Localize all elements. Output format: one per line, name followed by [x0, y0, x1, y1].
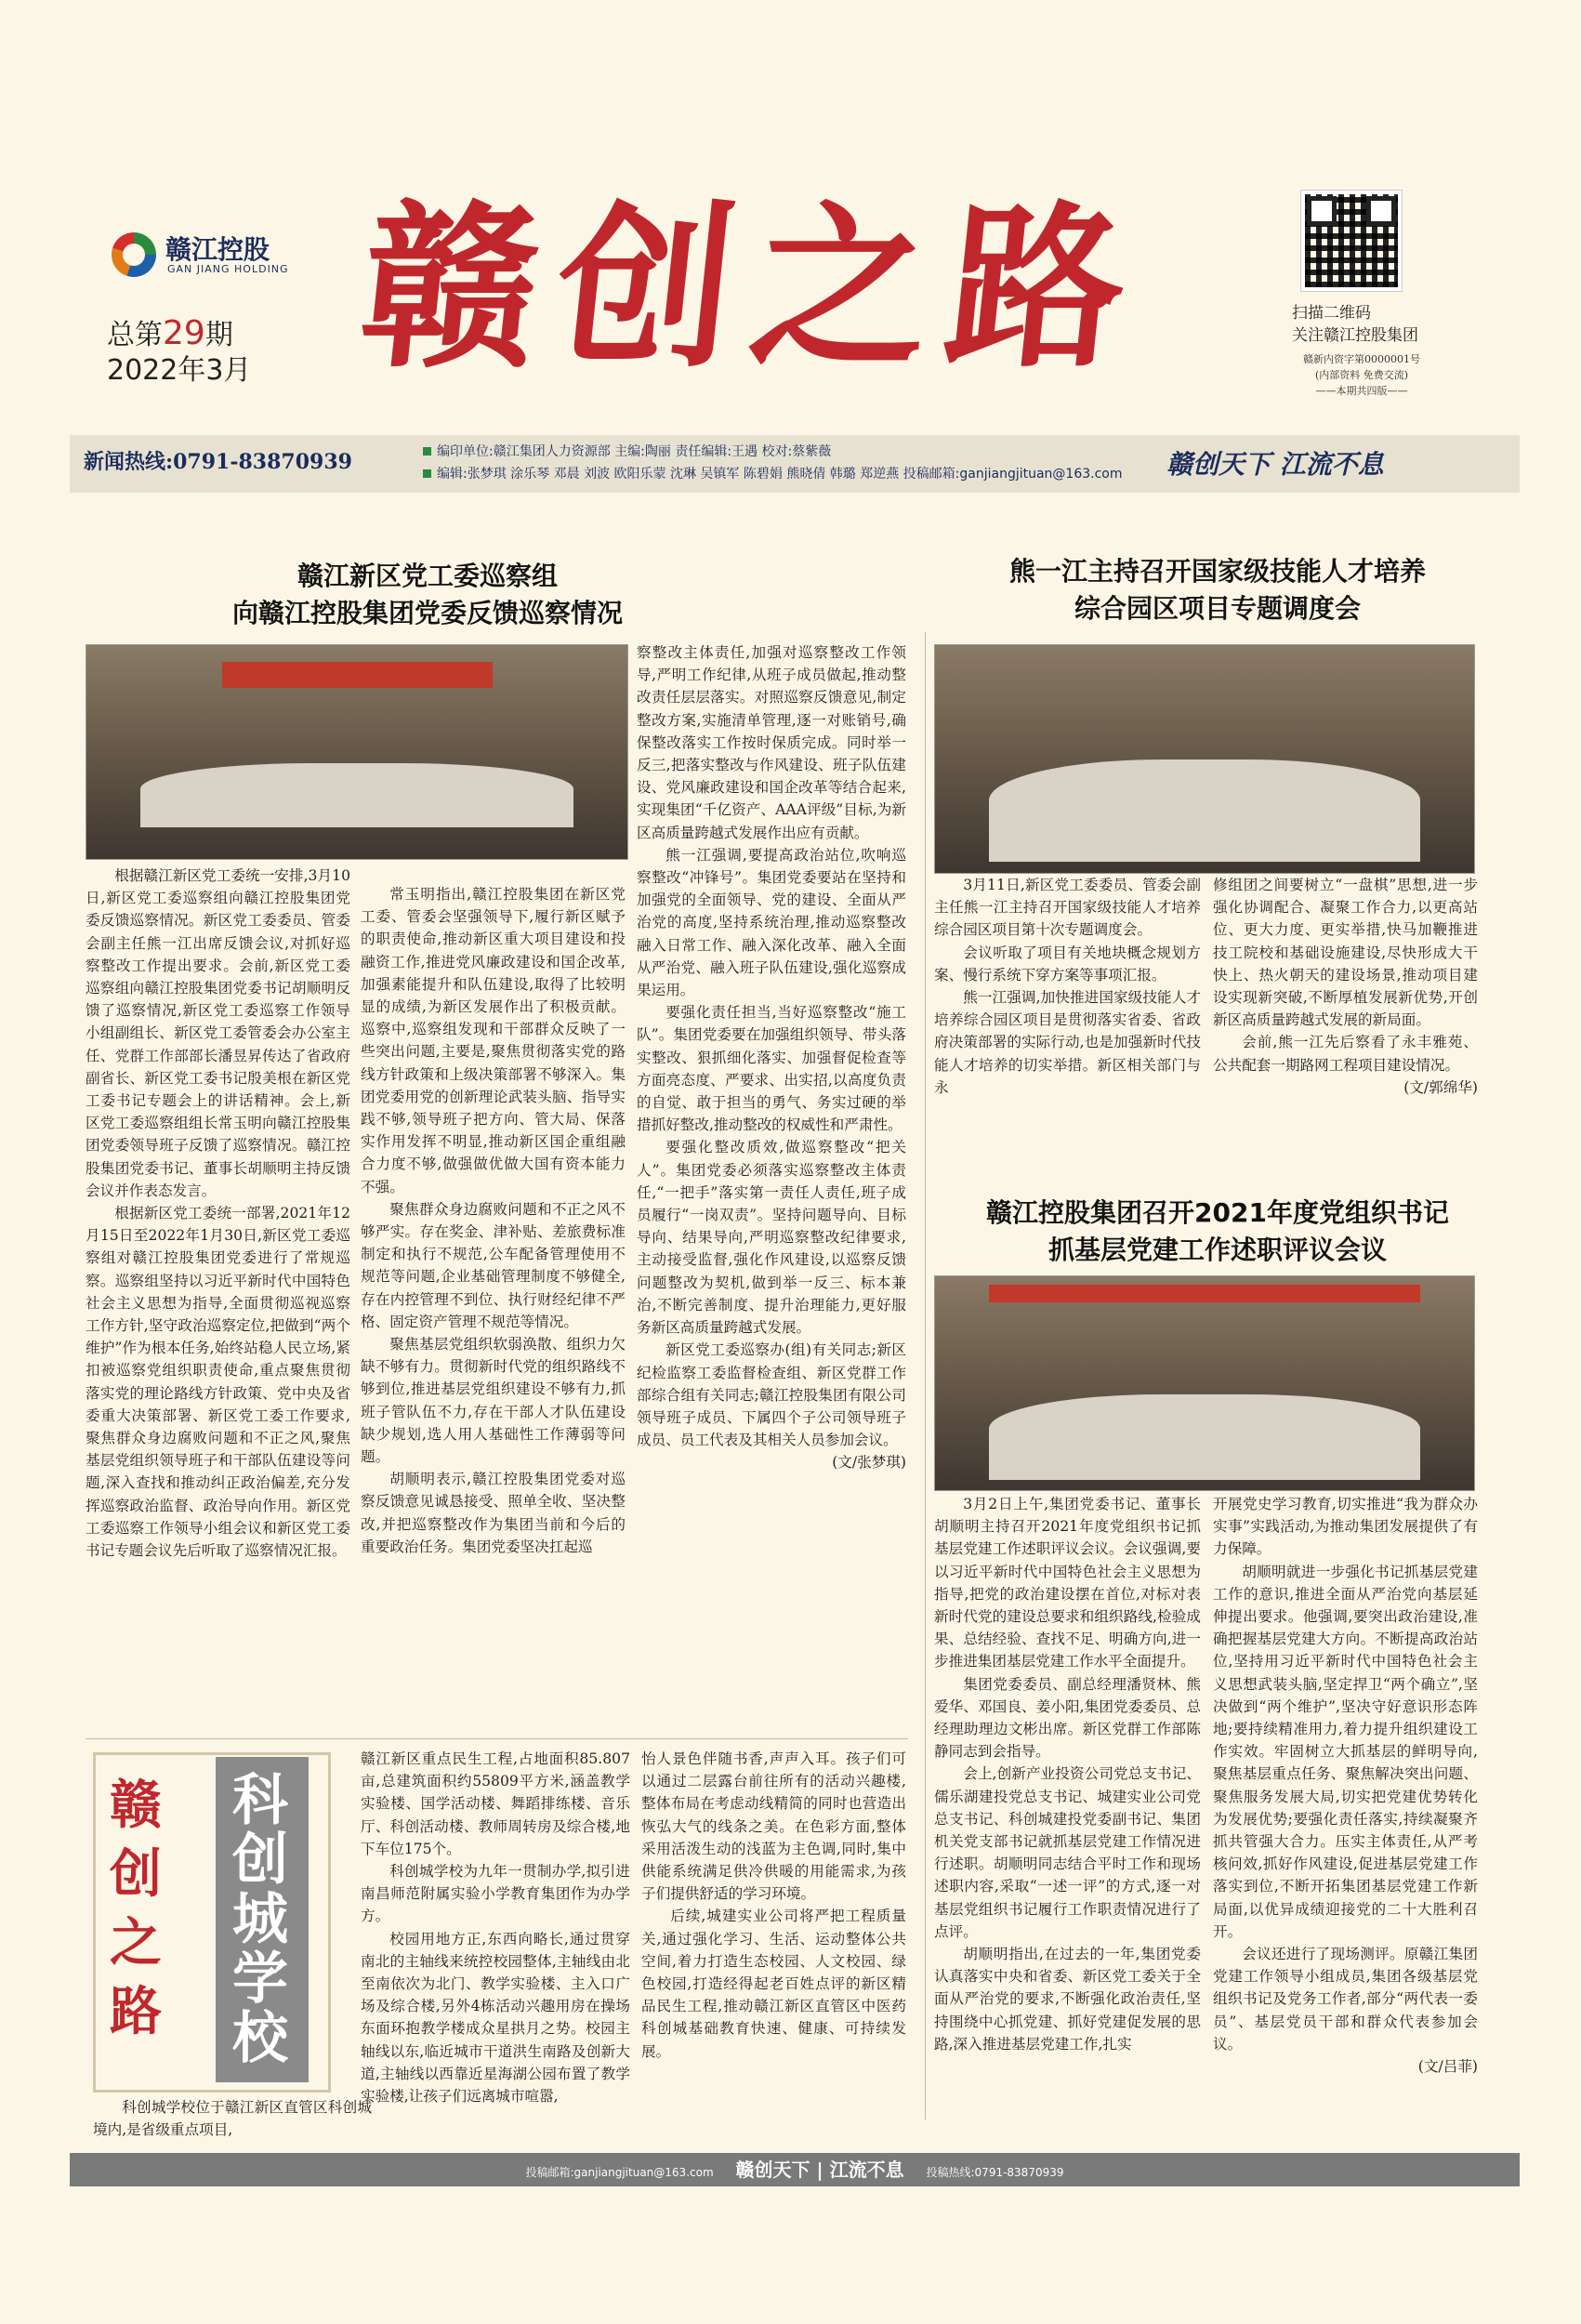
masthead-title: 赣创之路	[351, 184, 1154, 391]
article2-paragraph: 修组团之间要树立“一盘棋”思想,进一步强化协调配合、凝聚工作合力,以更高站位、更大力度、更实举措,快马加鞭推进技工院校和基础设施建设,尽快形成大干快上、热火朝天的建设场景,推动项目建设实现新突破,不断厚植发展新优势,开创新区高质量跨越式发展的新局面。	[1213, 877, 1478, 1029]
article3-title-line2: 抓基层党建工作述职评议会议	[1047, 1235, 1387, 1265]
article3-column-1	[934, 1493, 1201, 2144]
feature-paragraph: 校园用地方正,东西向略长,通过贯穿南北的主轴线来统控校园整体,主轴线由北至南依次为北门、教学实验楼、主入口广场及综合楼,另外4栋活动兴趣用房在操场东面环抱教学楼成众星拱月之势。校园主轴线以东,临近城市干道洪生南路及创新大道,主轴线以西靠近星海湖公园布置了教学实验楼,让孩子们远离城市喧嚣,	[361, 1930, 630, 2106]
article1-paragraph: 聚焦群众身边腐败问题和不正之风不够严实。存在奖金、津补贴、差旅费标准制定和执行不规范,公车配备管理使用不规范等问题,企业基础管理制度不够健全,存在内控管理不到位、执行财经纪律不严格、固定资产管理不规范等情况。	[361, 1200, 626, 1330]
article1-paragraph: 常玉明指出,赣江控股集团在新区党工委、管委会坚强领导下,履行新区赋予的职责使命,推动新区重大项目建设和投融资工作,推进党风廉政建设和国企改革,加强素能提升和队伍建设,取得了比较明显的成绩,为新区发展作出了积极贡献。巡察中,巡察组发现和干部群众反映了一些突出问题,主要是,聚焦贯彻落实党的路线方针政策和上级决策部署不够深入。集团党委用党的创新理论武装头脑、指导实践不够,领导班子把方向、管大局、保落实作用发挥不明显,推动新区国企重组融合力度不够,做强做优做大国有资本能力不强。	[361, 886, 626, 1195]
section-divider	[86, 1738, 908, 1739]
feature-label-red: 赣创之路	[110, 1775, 162, 2042]
feature-label-grey: 科创城学校	[232, 1768, 288, 2071]
editor-line-1: 编印单位:赣江集团人力资源部 主编:陶丽 责任编辑:王遇 校对:蔡紫薇	[437, 444, 832, 459]
header-slogan: 赣创天下 江流不息	[1166, 449, 1384, 480]
article2-column-1	[934, 874, 1201, 1190]
article2-byline: (文/郭绵华)	[1403, 1078, 1478, 1096]
photo-table	[140, 763, 573, 827]
qr-note-2: (内部资料 免费交流)	[1314, 369, 1409, 381]
issue-date: 2022年3月	[107, 354, 252, 387]
article3-title-line1: 赣江控股集团召开2021年度党组织书记	[986, 1197, 1449, 1228]
footer-slogan: 赣创天下 | 江流不息	[735, 2159, 904, 2181]
article1-title-line1: 赣江新区党工委巡察组	[296, 561, 558, 591]
qr-note-3: ——本期共四版——	[1315, 385, 1408, 397]
article2-title-line2: 综合园区项目专题调度会	[1074, 593, 1361, 624]
footer-email[interactable]: 投稿邮箱:ganjiangjituan@163.com	[525, 2166, 714, 2179]
article1-column-2	[361, 883, 626, 1720]
bullet-square-icon	[423, 447, 431, 456]
qr-code-icon[interactable]	[1301, 191, 1402, 291]
article2-photo	[934, 644, 1475, 874]
article1-paragraph: 要强化整改质效,做巡察整改“把关人”。集团党委必须落实巡察整改主体责任,“一把手”落实第一责任人责任,班子成员履行“一岗双责”。坚持问题导向、目标导向、结果导向,严明巡察整改纪律要求,主动接受监督,强化作风建设,以巡察反馈问题整改为契机,做到举一反三、标本兼治,不断完善制度、提升治理能力,更好服务新区高质量跨越式发展。	[637, 1139, 906, 1337]
qr-note-1: 赣新内资字第0000001号	[1303, 353, 1420, 365]
article1-paragraph: 根据赣江新区党工委统一安排,3月10日,新区党工委巡察组向赣江控股集团党委反馈巡察情况。新区党工委委员、管委会副主任熊一江出席反馈会议,对抓好巡察整改工作提出要求。会前,新区党工委巡察组向赣江控股集团党委书记胡顺明反馈了巡察情况,新区党工委巡察工作领导小组副组长、新区党工委管委会办公室主任、党群工作部部长潘昱昇传达了省政府副省长、新区党工委书记殷美根在新区党工委书记专题会上的讲话精神。会上,新区党工委巡察组组长常玉明向赣江控股集团党委领导班子反馈了巡察情况。赣江控股集团党委书记、董事长胡顺明主持反馈会议并作表态发言。	[86, 867, 350, 1199]
photo-table	[989, 759, 1420, 862]
article2-paragraph: 会议听取了项目有关地块概念规划方案、慢行系统下穿方案等事项汇报。	[934, 944, 1201, 984]
article3-column-2	[1213, 1493, 1478, 2144]
qr-note	[1278, 351, 1445, 399]
article1-photo	[86, 644, 628, 860]
article3-paragraph: 集团党委委员、副总经理潘贤林、熊爱华、邓国良、姜小阳,集团党委委员、总经理助理边文彬出席。新区党群工作部陈静同志到会指导。	[934, 1675, 1201, 1761]
article1-paragraph: 根据新区党工委统一部署,2021年12月15日至2022年1月30日,新区党工委巡察组对赣江控股集团党委进行了常规巡察。巡察组坚持以习近平新时代中国特色社会主义思想为指导,全面贯彻巡视巡察工作方针,坚守政治巡察定位,把做到“两个维护”作为根本任务,始终站稳人民立场,紧扣被巡察党组织职责使命,重点聚焦贯彻落实党的理论路线方针政策、党中央及省委重大决策部署、新区党工委工作要求,聚焦群众身边腐败问题和不正之风,聚焦基层党组织领导班子和干部队伍建设等问题,深入查找和推动纠正政治偏差,充分发挥巡察政治监督、政治导向作用。新区党工委巡察工作领导小组会议和新区党工委书记专题会议先后听取了巡察情况汇报。	[86, 1205, 350, 1560]
article1-byline: (文/张梦琪)	[832, 1454, 906, 1472]
article3-paragraph: 会议还进行了现场测评。原赣江集团党建工作领导小组成员,集团各级基层党组织书记及党务工作者,部分“两代表一委员”、基层党员干部和群众代表参加会议。	[1213, 1946, 1478, 2053]
article1-paragraph: 要强化责任担当,当好巡察整改“施工队”。集团党委要在加强组织领导、带头落实整改、狠抓细化落实、加强督促检查等方面亮态度、严要求、出实招,以高度负责的自觉、敢于担当的勇气、务实过硬的举措抓好整改,推动整改的权威性和严肃性。	[637, 1004, 906, 1134]
feature-paragraph: 怡人景色伴随书香,声声入耳。孩子们可以通过二层露台前往所有的活动兴趣楼,整体布局在考虑动线精简的同时也营造出恢弘大气的线条之美。在色彩方面,整体采用活泼生动的浅蓝为主色调,同时,集中供能系统满足供冷供暖的用能需求,为孩子们提供舒适的学习环境。	[641, 1750, 906, 1903]
article3-paragraph: 3月2日上午,集团党委书记、董事长胡顺明主持召开2021年度党组织书记抓基层党建工作述职评议会议。会议强调,要以习近平新时代中国特色社会主义思想为指导,把党的政治建设摆在首位,对标对表新时代党的建设总要求和组织路线,检验成果、总结经验、查找不足、明确方向,进一步推进集团基层党建工作水平全面提升。	[934, 1496, 1201, 1670]
feature-paragraph: 赣江新区重点民生工程,占地面积85.807亩,总建筑面积约55809平方米,涵盖教学实验楼、国学活动楼、舞蹈排练楼、音乐厅、科创活动楼、教师周转房及综合楼,地下车位175个。	[361, 1750, 630, 1857]
feature-column-1	[93, 2096, 372, 2143]
photo-banner	[989, 1285, 1420, 1301]
article2-title	[929, 553, 1506, 627]
article2-column-2	[1213, 874, 1478, 1190]
article1-paragraph: 察整改主体责任,加强对巡察整改工作领导,严明工作纪律,从班子成员做起,推动整改责任层层落实。对照巡察反馈意见,制定整改方案,实施清单管理,逐一对账销号,确保整改落实工作按时保质完成。同时举一反三,把落实整改与作风建设、班子队伍建设、党风廉政建设和国企改革等结合起来,实现集团“千亿资产、AAA评级”目标,为新区高质量跨越式发展作出应有贡献。	[637, 644, 906, 841]
footer-hotline: 投稿热线:0791-83870939	[926, 2166, 1064, 2179]
column-divider	[925, 632, 926, 2119]
article1-paragraph: 新区党工委巡察办(组)有关同志;新区纪检监察工委监督检查组、新区党群工作部综合组有关同志;赣江控股集团有限公司领导班子成员、下属四个子公司领导班子成员、员工代表及其相关人员参加会议。	[637, 1341, 906, 1449]
article2-paragraph: 会前,熊一江先后察看了永丰雅苑、公共配套一期路网工程项目建设情况。	[1213, 1034, 1478, 1074]
logo-mark-icon	[112, 232, 156, 277]
qr-caption	[1292, 302, 1441, 347]
qr-line-2: 关注赣江控股集团	[1292, 326, 1418, 345]
article3-photo	[934, 1275, 1475, 1491]
article2-paragraph: 3月11日,新区党工委委员、管委会副主任熊一江主持召开国家级技能人才培养综合园区项目第十次专题调度会。	[934, 877, 1201, 939]
bullet-square-icon	[423, 469, 431, 478]
feature-paragraph: 科创城学校为九年一贯制办学,拟引进南昌师范附属实验小学教育集团作为办学方。	[361, 1863, 630, 1925]
feature-column-2	[361, 1748, 630, 2138]
logo-text-cn: 赣江控股	[165, 234, 270, 265]
article3-paragraph: 胡顺明就进一步强化书记抓基层党建工作的意识,推进全面从严治党向基层延伸提出要求。他强调,要突出政治建设,准确把握基层党建大方向。不断提高政治站位,坚持用习近平新时代中国特色社会主义思想武装头脑,坚定捍卫“两个确立”,坚决做到“两个维护”,坚决守好意识形态阵地;要持续精准用力,着力提升组织建设工作实效。牢固树立大抓基层的鲜明导向,聚焦基层重点任务、聚焦解决突出问题、聚焦服务发展大局,切实把党建优势转化为发展优势;要强化责任落实,持续凝聚齐抓共管强大合力。压实主体责任,从严考核问效,抓好作风建设,促进基层党建工作落实到位,不断开拓集团基层党建工作新局面,以优异成绩迎接党的二十大胜利召开。	[1213, 1563, 1478, 1940]
feature-column-3	[641, 1748, 906, 2138]
article1-title-line2: 向赣江控股集团党委反馈巡察情况	[231, 598, 623, 628]
article1-paragraph: 熊一江强调,要提高政治站位,吹响巡察整改“冲锋号”。集团党委要站在坚持和加强党的全面领导、党的建设、全面从严治党的高度,坚持系统治理,推动巡察整改融入日常工作、融入深化改革、融入全面从严治党、融入班子队伍建设,强化巡察成果运用。	[637, 846, 906, 999]
editor-line-2: 编辑:张梦琪 涂乐琴 邓晨 刘波 欧阳乐蒙 沈琳 吴镇军 陈碧娟 熊晓倩 韩璐 郑逆燕 投稿邮箱:ganjiangjituan@163.com	[437, 467, 1123, 482]
news-hotline: 新闻热线:0791-83870939	[84, 450, 352, 474]
article1-column-3	[637, 641, 906, 1664]
article2-paragraph: 熊一江强调,加快推进国家级技能人才培养综合园区项目是贯彻落实省委、省政府决策部署的实际行动,也是加强新时代技能人才培养的切实举措。新区相关部门与永	[934, 989, 1201, 1096]
feature-paragraph: 科创城学校位于赣江新区直管区科创城境内,是省级重点项目,	[93, 2099, 372, 2139]
photo-table	[989, 1394, 1420, 1480]
article3-paragraph: 胡顺明指出,在过去的一年,集团党委认真落实中央和省委、新区党工委关于全面从严治党的要求,不断强化政治责任,坚持围绕中心抓党建、抓好党建促发展的思路,深入推进基层党建工作,扎实	[934, 1946, 1201, 2053]
issue-prefix: 总第	[107, 319, 163, 351]
article3-paragraph: 会上,创新产业投资公司党总支书记、儒乐湖建投党总支书记、城建实业公司党总支书记、科创城建投党委副书记、集团机关党支部书记就抓基层党建工作情况进行述职。胡顺明同志结合平时工作和现场述职内容,采取“一述一评”的方式,逐一对基层党组织书记履行工作职责情况进行了点评。	[934, 1765, 1201, 1940]
article1-title	[130, 558, 725, 632]
article2-title-line1: 熊一江主持召开国家级技能人才培养	[1008, 556, 1426, 587]
company-logo	[112, 228, 316, 284]
issue-suffix: 期	[204, 319, 233, 351]
article3-byline: (文/吕菲)	[1417, 2058, 1478, 2076]
logo-text-en: GAN JIANG HOLDING	[167, 263, 289, 275]
article1-paragraph: 聚焦基层党组织软弱涣散、组织力欠缺不够有力。贯彻新时代党的组织路线不够到位,推进基层党组织建设不够有力,抓班子管队伍不力,存在干部人才队伍建设缺少规划,选人用人基础性工作薄弱等问题。	[361, 1336, 626, 1466]
footer-bar	[70, 2153, 1520, 2186]
editor-credits	[423, 441, 1148, 485]
issue-info	[107, 316, 251, 389]
article3-paragraph: 开展党史学习教育,切实推进“我为群众办实事”实践活动,为推动集团发展提供了有力保障。	[1213, 1496, 1478, 1558]
article1-paragraph: 胡顺明表示,赣江控股集团党委对巡察反馈意见诚恳接受、照单全收、坚决整改,并把巡察整改作为集团当前和今后的重要政治任务。集团党委坚决扛起巡	[361, 1471, 626, 1555]
feature-paragraph: 后续,城建实业公司将严把工程质量关,通过强化学习、生活、运动整体公共空间,着力打造生态校园、人文校园、绿色校园,打造经得起老百姓点评的新区精品民生工程,推动赣江新区直管区中医药科创城基础教育快速、健康、可持续发展。	[641, 1908, 906, 2060]
photo-banner	[222, 662, 493, 688]
article3-title	[929, 1195, 1506, 1269]
issue-number: 29	[163, 314, 205, 352]
qr-line-1: 扫描二维码	[1292, 304, 1371, 323]
